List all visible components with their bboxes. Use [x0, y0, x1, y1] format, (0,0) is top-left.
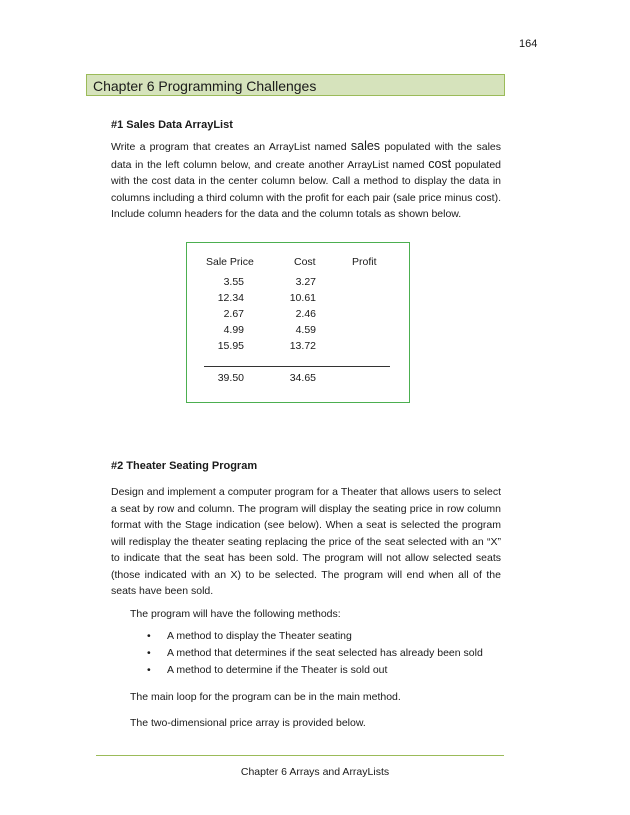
- list-item: [147, 664, 387, 676]
- table-header-cost: Cost: [294, 256, 316, 268]
- list-item: [147, 630, 352, 642]
- table-cell: 4.99: [223, 324, 244, 336]
- table-cell: 15.95: [217, 340, 244, 352]
- code-sales: sales: [350, 139, 381, 153]
- footer-rule: [96, 755, 504, 756]
- list-item-text: A method to display the Theater seating: [167, 630, 352, 642]
- table-cell: 12.34: [217, 292, 244, 304]
- para-text: populated with the sales data in the left column below, and create another ArrayList named: [111, 141, 501, 171]
- challenge2-paragraph: Design and implement a computer program for a Theater that allows users to select a seat by row and column. The program will display the seating price in row column format with the Stage indication (see below). When a seat is selected the program will redisplay the theater seating replacing the price of the seat selected with an “X” to indicate that the seat has been sold. The program will not allow selected seats (those indicated with an X) to be selected. The program will end when all of the seats have been sold.: [111, 486, 501, 597]
- table-total-rule: [204, 366, 390, 367]
- main-loop-text: The main loop for the program can be in the main method.: [130, 691, 401, 703]
- list-item: [147, 647, 483, 659]
- table-header-sale-price: Sale Price: [206, 256, 254, 268]
- table-total-sale: 39.50: [217, 372, 244, 384]
- bullet-icon: •: [147, 647, 151, 659]
- table-cell: 13.72: [289, 340, 316, 352]
- list-item-text: A method that determines if the seat selected has already been sold: [167, 647, 483, 659]
- page-footer: Chapter 6 Arrays and ArrayLists: [240, 766, 390, 778]
- table-cell: 3.55: [223, 276, 244, 288]
- table-cell: 2.67: [223, 308, 244, 320]
- table-cell: 2.46: [295, 308, 316, 320]
- bullet-icon: •: [147, 630, 151, 642]
- chapter-title: Chapter 6 Programming Challenges: [93, 78, 317, 94]
- table-cell: 10.61: [289, 292, 316, 304]
- table-total-cost: 34.65: [289, 372, 316, 384]
- para-text: populated with the cost data in the center column below. Call a method to display the data in columns including a third column with the profit for each pair (sale price minus cost). Include column headers for the data and the column totals as shown below.: [111, 158, 502, 220]
- bullet-icon: •: [147, 664, 151, 676]
- table-header-profit: Profit: [352, 256, 377, 268]
- challenge2-heading: #2 Theater Seating Program: [111, 460, 258, 472]
- code-cost: cost: [428, 156, 452, 171]
- challenge1-paragraph: [111, 138, 501, 223]
- challenge1-heading: #1 Sales Data ArrayList: [111, 119, 233, 131]
- methods-intro: The program will have the following methods:: [130, 608, 341, 620]
- table-cell: 4.59: [295, 324, 316, 336]
- page-number: 164: [519, 38, 538, 50]
- price-array-text: The two-dimensional price array is provided below.: [130, 717, 366, 729]
- para-text: Write a program that creates an ArrayList named: [111, 141, 351, 153]
- table-cell: 3.27: [295, 276, 316, 288]
- list-item-text: A method to determine if the Theater is sold out: [167, 664, 388, 676]
